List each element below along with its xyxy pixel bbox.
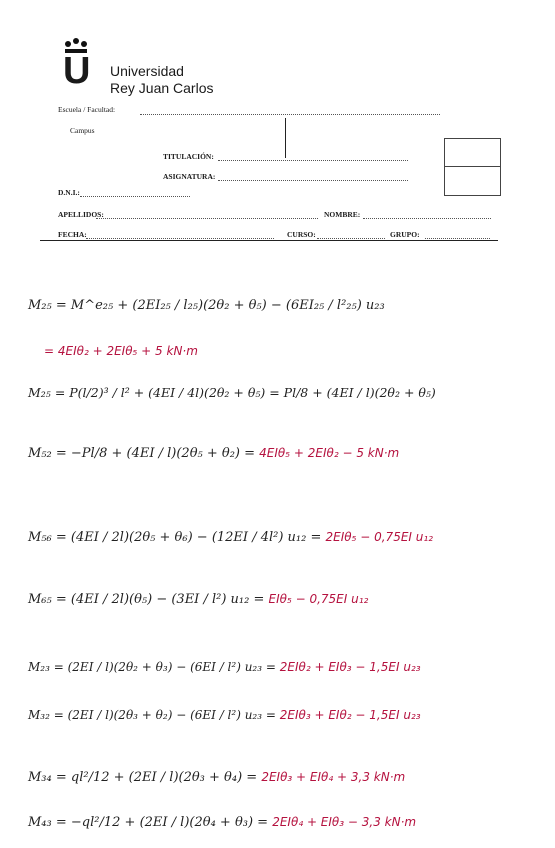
grade-box — [444, 138, 501, 196]
university-name-line2: Rey Juan Carlos — [110, 80, 214, 96]
equation-lhs: M₃₄ — [28, 770, 52, 785]
university-name-line1: Universidad — [110, 63, 184, 79]
equation-row — [28, 770, 405, 785]
fecha-line — [86, 238, 274, 239]
escuela-line — [140, 114, 440, 115]
campus-label: Campus — [70, 126, 95, 135]
equation-result: 2EIθ₃ + EIθ₄ + 3,3 kN·m — [261, 770, 406, 784]
equation-rhs: = −ql²/12 + (2EI / l)(2θ₄ + θ₃) = — [55, 815, 269, 830]
equation-row — [28, 708, 421, 722]
equation-result: 2EIθ₄ + EIθ₃ − 3,3 kN·m — [272, 815, 417, 829]
equation-lhs: M₂₅ — [28, 385, 51, 400]
equation-lhs: M₂₅ — [28, 298, 52, 313]
equation-rhs: = (2EI / l)(2θ₃ + θ₂) − (6EI / l²) u₂₃ = — [53, 708, 276, 722]
equation-rhs: = (4EI / 2l)(2θ₅ + θ₆) − (12EI / 4l²) u₁₂ = — [55, 530, 322, 545]
nombre-label: NOMBRE: — [324, 210, 361, 219]
escuela-label: Escuela / Facultad: — [58, 105, 116, 114]
equation-row — [28, 592, 368, 607]
titulacion-line — [218, 160, 408, 161]
equation-lhs: M₅₂ — [28, 446, 52, 461]
apellidos-line — [96, 218, 318, 219]
equation-row — [28, 298, 385, 313]
equation-lhs: M₂₃ — [28, 660, 50, 674]
equation-result: 4EIθ₅ + 2EIθ₂ − 5 kN·m — [259, 446, 400, 460]
equation-result: 2EIθ₃ + EIθ₂ − 1,5EI u₂₃ — [279, 708, 421, 722]
equation-lhs: M₆₅ — [28, 592, 52, 607]
equation-row — [28, 530, 433, 545]
fecha-label: FECHA: — [58, 230, 87, 239]
equation-rhs: = (4EI / 2l)(θ₅) − (3EI / l²) u₁₂ = — [55, 592, 265, 607]
equation-result: 2EIθ₂ + EIθ₃ − 1,5EI u₂₃ — [279, 660, 421, 674]
asignatura-line — [218, 180, 408, 181]
equation-lhs: M₅₆ — [28, 530, 52, 545]
equation-rhs: = (2EI / l)(2θ₂ + θ₃) − (6EI / l²) u₂₃ = — [53, 660, 276, 674]
dni-label: D.N.I.: — [58, 188, 80, 197]
equation-row — [28, 446, 399, 461]
equation-row — [28, 385, 436, 400]
equation-rhs: = ql²/12 + (2EI / l)(2θ₃ + θ₄) = — [55, 770, 258, 785]
equation-rhs: = M^e₂₅ + (2EI₂₅ / l₂₅)(2θ₂ + θ₅) − (6EI₂₅ / l²₂₅) u₂₃ — [55, 298, 385, 313]
logo-letter: U — [63, 50, 91, 92]
apellidos-label: APELLIDOS: — [58, 210, 104, 219]
nombre-line — [363, 218, 491, 219]
equation-rhs: = P(l/2)³ / l² + (4EI / 4l)(2θ₂ + θ₅) = Pl/8 + (4EI / l)(2θ₂ + θ₅) — [54, 385, 436, 400]
equation-lhs: M₃₂ — [28, 708, 50, 722]
dni-line — [80, 196, 190, 197]
equation-result: EIθ₅ − 0,75EI u₁₂ — [268, 592, 369, 606]
pen-stroke — [285, 118, 286, 158]
curso-line — [317, 238, 385, 239]
equation-row — [28, 815, 416, 830]
equation-lhs: M₄₃ — [28, 815, 52, 830]
equation-result: 2EIθ₅ − 0,75EI u₁₂ — [325, 530, 433, 544]
equation-result: = 4EIθ₂ + 2EIθ₅ + 5 kN·m — [44, 344, 198, 358]
asignatura-label: ASIGNATURA: — [163, 172, 216, 181]
equation-rhs: = −Pl/8 + (4EI / l)(2θ₅ + θ₂) = — [55, 446, 256, 461]
equation-row — [28, 660, 421, 674]
curso-label: CURSO: — [287, 230, 316, 239]
grupo-line — [425, 238, 490, 239]
grupo-label: GRUPO: — [390, 230, 420, 239]
header-divider — [40, 240, 498, 241]
titulacion-label: TITULACIÓN: — [163, 152, 214, 161]
